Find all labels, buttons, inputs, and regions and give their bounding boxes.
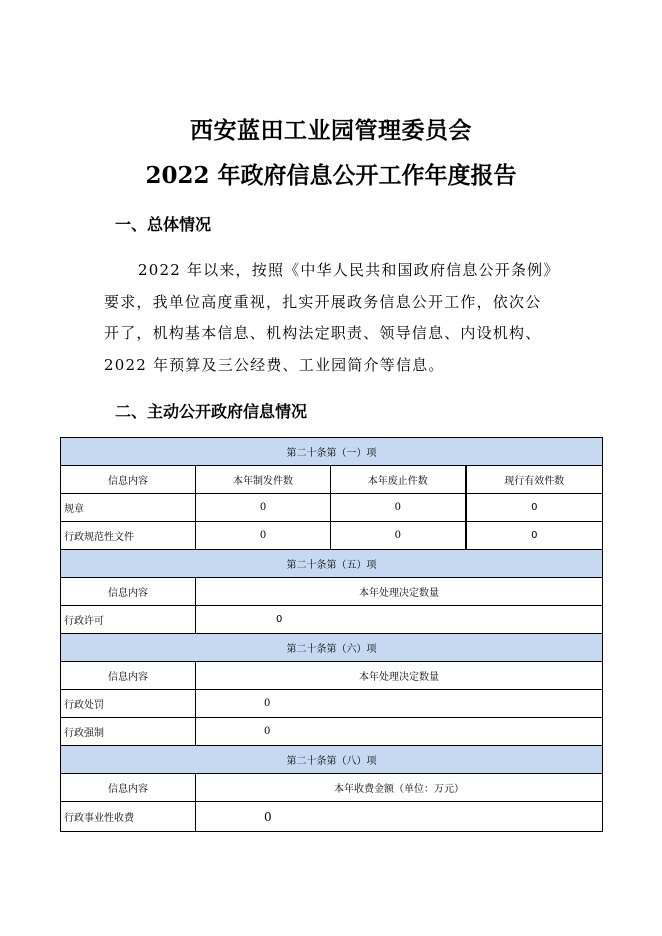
paragraph-line: 要求，我单位高度重视，扎实开展政务信息公开工作，依次公: [104, 292, 542, 311]
report-title-year: 2022 年政府信息公开工作年度报告: [145, 162, 517, 189]
row-value: 0: [466, 522, 603, 550]
table-row: [61, 802, 603, 832]
row-label: 行政规范性文件: [61, 522, 196, 550]
header-cell: 本年处理决定数量: [196, 662, 603, 690]
paragraph-line: 开了，机构基本信息、机构法定职责、领导信息、内设机构、: [104, 324, 542, 342]
table-row: [61, 494, 603, 522]
table-section-header: [61, 550, 603, 578]
row-value: 0: [196, 802, 603, 832]
row-label: 行政强制: [61, 718, 196, 746]
row-value: 0: [331, 522, 466, 550]
row-value: 0: [196, 494, 331, 522]
table-row: [61, 718, 603, 746]
overview-paragraph: [104, 255, 584, 381]
section-header-cell: 第二十条第（八）项: [61, 746, 603, 774]
row-label: 行政处罚: [61, 690, 196, 718]
header-cell: 信息内容: [61, 662, 196, 690]
table-section-header: [61, 746, 603, 774]
header-cell: 信息内容: [61, 466, 196, 494]
row-label: 行政许可: [61, 606, 196, 634]
table-header-row: [61, 466, 603, 494]
table-section-header: [61, 438, 603, 466]
row-value: 0: [331, 494, 466, 522]
table-header-row: [61, 774, 603, 802]
header-cell: 本年处理决定数量: [196, 578, 603, 606]
header-cell: 信息内容: [61, 774, 196, 802]
header-cell: 本年废止件数: [331, 466, 466, 494]
table-header-row: [61, 662, 603, 690]
row-label: 行政事业性收费: [61, 802, 196, 832]
row-value: 0: [196, 522, 331, 550]
header-cell: 信息内容: [61, 578, 196, 606]
table-row: [61, 606, 603, 634]
report-title-org: 西安蓝田工业园管理委员会: [190, 117, 472, 144]
header-cell: 本年制发件数: [196, 466, 331, 494]
header-cell: 现行有效件数: [466, 466, 603, 494]
row-value: 0: [196, 606, 603, 634]
table-row: [61, 690, 603, 718]
paragraph-line: 2022 年预算及三公经费、工业园简介等信息。: [104, 355, 445, 374]
section-heading-disclosure: 二、主动公开政府信息情况: [115, 402, 308, 421]
row-value: 0: [196, 718, 603, 746]
table-header-row: [61, 578, 603, 606]
disclosure-table: [60, 437, 603, 832]
section-header-cell: 第二十条第（一）项: [61, 438, 603, 466]
row-value: 0: [466, 494, 603, 522]
section-header-cell: 第二十条第（六）项: [61, 634, 603, 662]
header-cell: 本年收费金额（单位：万元）: [196, 774, 603, 802]
table-row: [61, 522, 603, 550]
paragraph-line: 2022 年以来，按照《中华人民共和国政府信息公开条例》: [138, 261, 560, 279]
table-section-header: [61, 634, 603, 662]
section-heading-overview: 一、总体情况: [115, 215, 212, 234]
section-header-cell: 第二十条第（五）项: [61, 550, 603, 578]
row-label: 规章: [61, 494, 196, 522]
row-value: 0: [196, 690, 603, 718]
